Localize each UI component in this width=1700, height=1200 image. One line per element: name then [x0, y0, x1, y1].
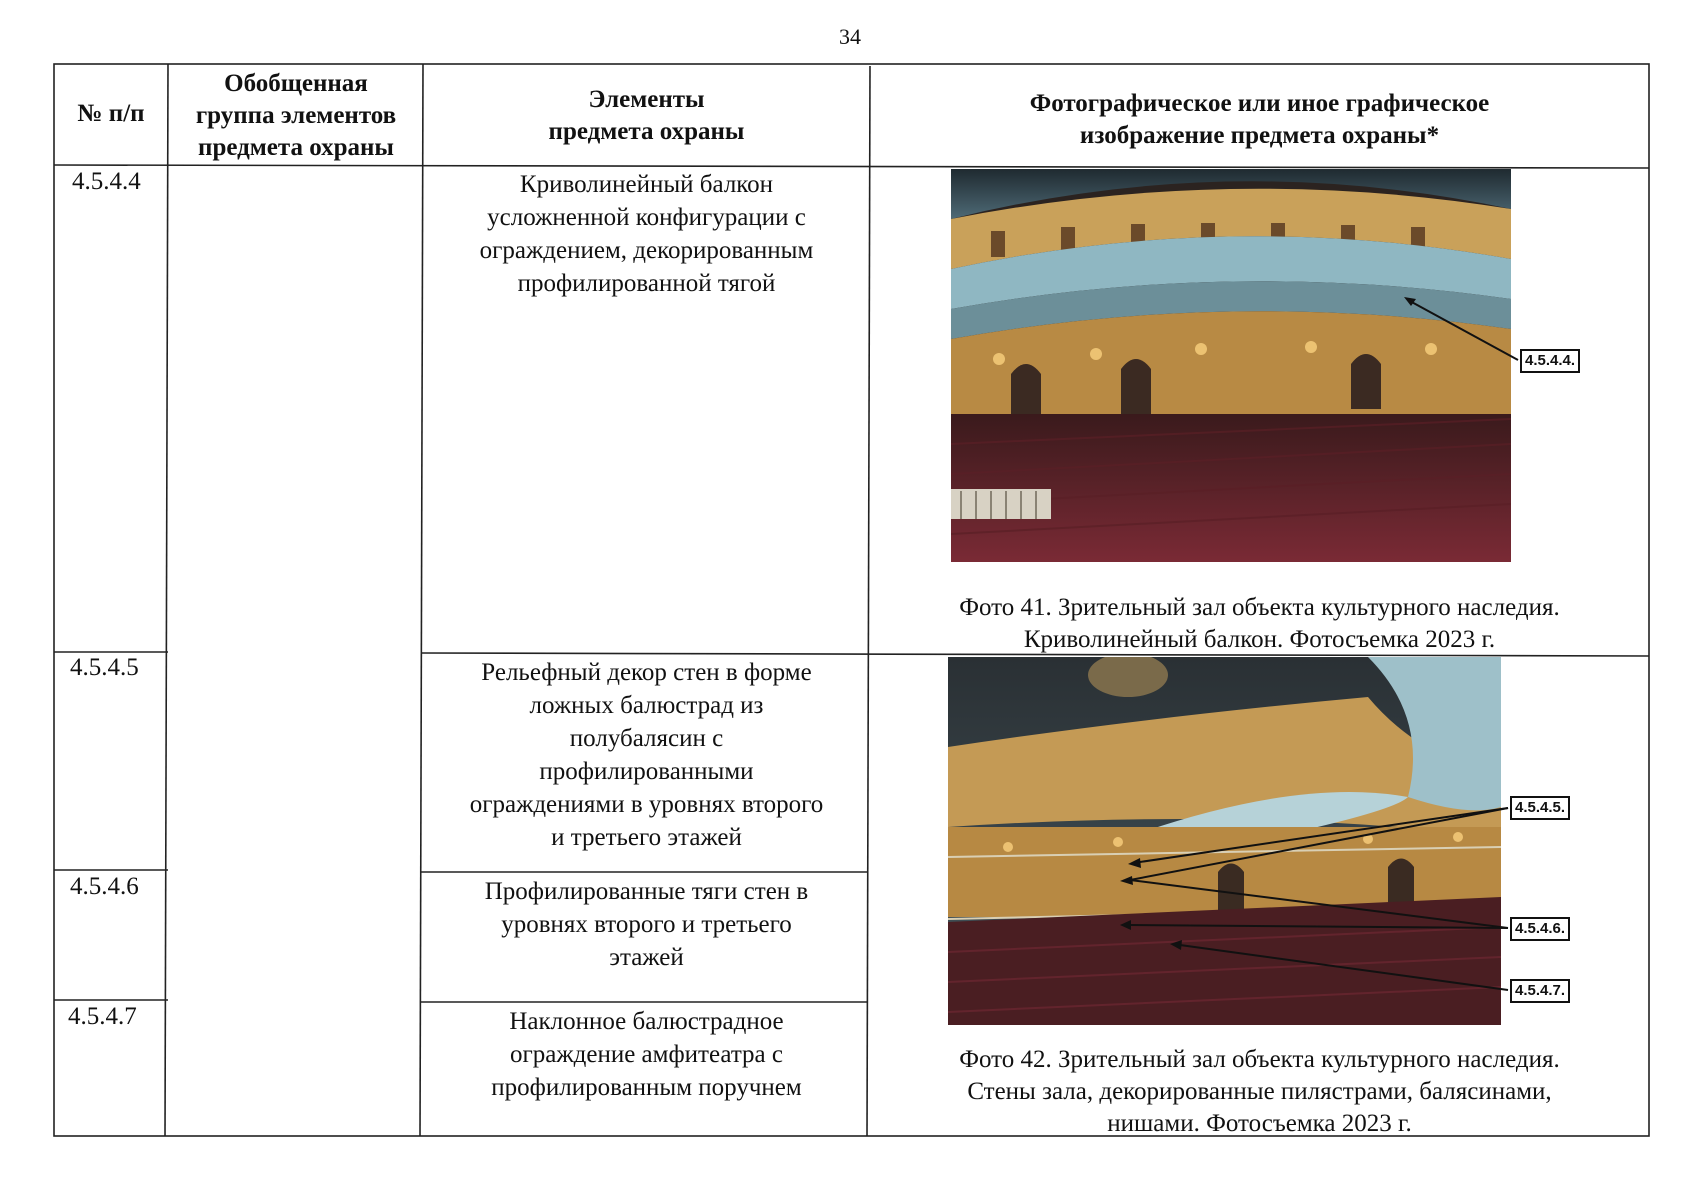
header-elements: Элементы предмета охраны: [548, 86, 745, 145]
element-text-2: Рельефный декор стен в форме ложных балюстрад из полубалясин с профилированными ограждениями в уровнях второго и третьего этажей: [469, 659, 824, 851]
header-num: № п/п: [77, 100, 145, 127]
row-num-2: 4.5.4.5: [70, 654, 139, 681]
photo-tag-4.5.4.6: 4.5.4.6.: [1510, 917, 1570, 941]
element-text-1: Криволинейный балкон усложненной конфигурации с ограждением, декорированным профилированной тягой: [479, 171, 814, 297]
photo-tag-4.5.4.7: 4.5.4.7.: [1510, 979, 1570, 1003]
photo-41-caption: Фото 41. Зрительный зал объекта культурного наследия. Криволинейный балкон. Фотосъемка 2023 г.: [959, 594, 1560, 653]
element-text-3: Профилированные тяги стен в уровнях второго и третьего этажей: [484, 878, 809, 971]
photo-tag-4.5.4.4: 4.5.4.4.: [1520, 349, 1580, 373]
photo-42-caption: Фото 42. Зрительный зал объекта культурного наследия. Стены зала, декорированные пилястрами, балясинами, нишами. Фотосъемка 2023 г.: [959, 1046, 1560, 1137]
header-group: Обобщенная группа элементов предмета охраны: [195, 70, 397, 161]
photo-tag-4.5.4.5: 4.5.4.5.: [1510, 796, 1570, 820]
page-number: 34: [839, 24, 861, 49]
row-num-4: 4.5.4.7: [68, 1003, 137, 1030]
element-text-4: Наклонное балюстрадное ограждение амфитеатра с профилированным поручнем: [491, 1008, 802, 1101]
row-num-1: 4.5.4.4: [72, 168, 141, 195]
header-image: Фотографическое или иное графическое изображение предмета охраны*: [1029, 90, 1490, 149]
row-num-3: 4.5.4.6: [70, 873, 139, 900]
